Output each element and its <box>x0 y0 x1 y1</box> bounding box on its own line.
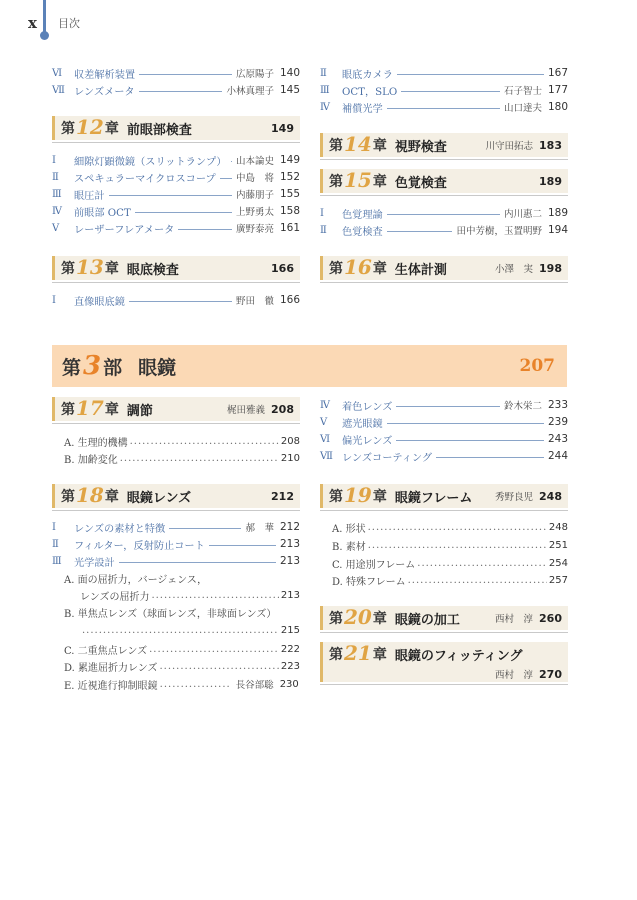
chapter-suffix: 章 <box>372 647 387 663</box>
subentry-label: B. 素材 <box>332 541 366 553</box>
chapter-prefix: 第 <box>61 402 75 418</box>
chapter-suffix: 章 <box>104 261 119 277</box>
subentry-page: 213 <box>280 589 300 601</box>
toc-entry[interactable] <box>52 536 300 552</box>
entry-page: 239 <box>547 416 568 428</box>
toc-entry[interactable] <box>52 553 300 569</box>
entry-page: 166 <box>279 294 300 306</box>
entry-page: 152 <box>279 171 300 183</box>
leader-dots <box>160 679 230 690</box>
chapter-number: 20 <box>344 605 372 629</box>
chapter-21-header[interactable] <box>320 642 568 682</box>
toc-subentry[interactable] <box>64 433 300 449</box>
part-suffix: 部 <box>103 356 123 379</box>
chapter-rule <box>320 684 568 685</box>
subentry-page: 257 <box>548 574 568 586</box>
subentry-label: A. 生理的機構 <box>64 437 128 449</box>
entry-number: Ⅱ <box>52 538 59 550</box>
chapter-suffix: 章 <box>372 611 387 627</box>
chapter-number: 21 <box>344 641 372 665</box>
toc-subentry-line[interactable] <box>64 604 300 620</box>
subentry-page: 222 <box>280 643 300 655</box>
page-number: x <box>28 14 37 32</box>
subentry-label: D. 累進屈折力レンズ <box>64 662 158 674</box>
toc-subentry[interactable] <box>64 658 300 674</box>
part-page: 207 <box>519 356 555 376</box>
entry-author: 野田 徹 <box>235 296 274 307</box>
toc-subentry-line[interactable] <box>64 570 300 586</box>
subentry-page: 223 <box>280 660 300 672</box>
subentry-label: B. 加齢変化 <box>64 454 118 466</box>
toc-entry[interactable] <box>320 99 568 115</box>
entry-title: 細隙灯顕微鏡（スリットランプ） <box>74 156 227 168</box>
toc-entry[interactable] <box>320 82 568 98</box>
toc-subentry[interactable] <box>332 519 568 535</box>
leader-line <box>209 545 276 546</box>
toc-subentry[interactable] <box>64 641 300 657</box>
chapter-16-header[interactable] <box>320 256 568 280</box>
leader-line <box>135 212 232 213</box>
entry-title: レーザーフレアメータ <box>74 224 175 236</box>
entry-author: 郝 華 <box>245 523 274 534</box>
part-number: 3 <box>83 351 102 381</box>
chapter-rule <box>52 510 300 511</box>
toc-entry[interactable] <box>52 519 300 535</box>
toc-entry[interactable] <box>52 292 300 308</box>
entry-title: 眼圧計 <box>74 190 105 202</box>
toc-entry[interactable] <box>320 431 568 447</box>
chapter-suffix: 章 <box>372 174 387 190</box>
chapter-title: 眼鏡の加工 <box>394 612 460 628</box>
entry-title: 眼底カメラ <box>342 69 393 81</box>
toc-entry[interactable] <box>52 203 300 219</box>
chapter-17-header[interactable] <box>52 397 300 421</box>
entry-page: 177 <box>547 84 568 96</box>
leader-line <box>178 229 232 230</box>
entry-number: Ⅰ <box>52 294 56 306</box>
leader-line <box>387 214 500 215</box>
subentry-label: レンズの屈折力 <box>80 591 150 603</box>
leader-line <box>436 457 544 458</box>
entry-number: Ⅴ <box>52 222 60 234</box>
chapter-number: 19 <box>344 483 372 507</box>
chapter-prefix: 第 <box>61 121 75 137</box>
entry-number: Ⅶ <box>320 450 333 462</box>
toc-entry[interactable] <box>320 397 568 413</box>
leader-line <box>109 195 232 196</box>
chapter-rule <box>320 195 568 196</box>
entry-title: スペキュラーマイクロスコープ <box>74 173 216 185</box>
toc-entry[interactable] <box>320 65 568 81</box>
leader-dots <box>151 590 278 601</box>
chapter-prefix: 第 <box>61 489 75 505</box>
entry-page: 213 <box>279 538 300 550</box>
leader-dots <box>417 558 547 569</box>
toc-entry[interactable] <box>320 448 568 464</box>
toc-entry[interactable] <box>52 65 300 81</box>
entry-page: 167 <box>547 67 568 79</box>
chapter-number: 15 <box>344 168 372 192</box>
subentry-page: 251 <box>548 539 568 551</box>
leader-dots <box>408 575 547 586</box>
toc-entry[interactable] <box>52 169 300 185</box>
toc-subentry[interactable] <box>332 555 568 571</box>
subentry-page: 215 <box>280 624 300 636</box>
toc-subentry[interactable] <box>64 450 300 466</box>
subentry-label: C. 二重焦点レンズ <box>64 645 148 657</box>
toc-entry[interactable] <box>52 220 300 236</box>
leader-dots <box>159 661 278 672</box>
entry-number: Ⅰ <box>52 521 56 533</box>
entry-author: 山口達夫 <box>503 103 542 114</box>
entry-title: 色覚検査 <box>342 226 383 238</box>
chapter-number: 17 <box>76 396 104 420</box>
subentry-page: 248 <box>548 521 568 533</box>
part-3-header[interactable] <box>52 345 567 387</box>
chapter-number: 12 <box>76 115 104 139</box>
entry-title: フィルター，反射防止コート <box>74 540 205 552</box>
chapter-prefix: 第 <box>329 174 343 190</box>
entry-title: 着色レンズ <box>342 401 393 413</box>
leader-dots <box>149 644 279 655</box>
entry-number: Ⅲ <box>52 555 62 567</box>
chapter-page: 149 <box>271 121 294 135</box>
chapter-rule <box>320 159 568 160</box>
toc-entry[interactable] <box>320 414 568 430</box>
leader-line <box>139 91 223 92</box>
entry-author: 上野勇太 <box>235 207 274 218</box>
entry-author: 内藤朋子 <box>235 190 274 201</box>
leader-line <box>396 440 544 441</box>
entry-page: 244 <box>547 450 568 462</box>
entry-number: Ⅵ <box>52 67 63 79</box>
entry-title: 光学設計 <box>74 557 115 569</box>
header-dot <box>40 31 49 40</box>
chapter-rule <box>52 423 300 424</box>
entry-page: 180 <box>547 101 568 113</box>
subentry-author: 長谷部聡 <box>235 680 274 691</box>
leader-line <box>169 528 241 529</box>
entry-title: 補償光学 <box>342 103 383 115</box>
entry-title: 色覚理論 <box>342 209 383 221</box>
chapter-rule <box>320 282 568 283</box>
entry-page: 212 <box>279 521 300 533</box>
leader-line <box>401 91 500 92</box>
subentry-label: B. 単焦点レンズ（球面レンズ，非球面レンズ） <box>64 608 277 620</box>
chapter-rule <box>52 142 300 143</box>
chapter-title: 調節 <box>126 403 153 419</box>
entry-number: Ⅶ <box>52 84 65 96</box>
leader-line <box>396 406 500 407</box>
entry-author: 廣野泰亮 <box>235 224 274 235</box>
entry-number: Ⅱ <box>320 67 327 79</box>
chapter-author: 梶田雅義 <box>227 405 266 416</box>
chapter-title: 眼底検査 <box>126 262 179 278</box>
entry-page: 149 <box>279 154 300 166</box>
chapter-author: 秀野良児 <box>495 492 534 503</box>
header-title: 目次 <box>58 17 80 30</box>
entry-title: 直像眼底鏡 <box>74 296 125 308</box>
toc-subentry[interactable] <box>332 572 568 588</box>
chapter-14-header[interactable] <box>320 133 568 157</box>
entry-page: 243 <box>547 433 568 445</box>
entry-author: 小林真理子 <box>226 86 274 97</box>
subentry-label: E. 近視進行抑制眼鏡 <box>64 680 158 692</box>
entry-page: 233 <box>547 399 568 411</box>
entry-author: 田中芳樹，玉置明野 <box>456 226 542 237</box>
chapter-suffix: 章 <box>372 138 387 154</box>
leader-line <box>387 108 500 109</box>
leader-line <box>387 231 453 232</box>
chapter-author: 西村 淳 <box>495 670 534 681</box>
chapter-number: 13 <box>76 255 104 279</box>
entry-title: レンズコーティング <box>342 452 433 464</box>
leader-line <box>129 301 232 302</box>
chapter-number: 14 <box>344 132 372 156</box>
entry-page: 161 <box>279 222 300 234</box>
chapter-page: 212 <box>271 489 294 503</box>
entry-title: レンズメータ <box>74 86 135 98</box>
toc-entry[interactable] <box>52 186 300 202</box>
leader-line <box>139 74 232 75</box>
toc-subentry[interactable] <box>80 622 300 638</box>
leader-dots <box>368 540 547 551</box>
chapter-prefix: 第 <box>329 489 343 505</box>
entry-number: Ⅲ <box>52 188 62 200</box>
toc-subentry[interactable] <box>64 676 300 692</box>
entry-page: 194 <box>547 224 568 236</box>
chapter-page: 183 <box>539 138 562 152</box>
entry-author: 山本論史 <box>235 156 274 167</box>
chapter-page: 248 <box>539 489 562 503</box>
chapter-title: 眼鏡レンズ <box>126 490 192 506</box>
part-prefix: 第 <box>62 356 82 379</box>
subentry-label: A. 面の屈折力，バージェンス， <box>64 574 208 586</box>
toc-subentry[interactable] <box>80 587 300 603</box>
leader-line <box>397 74 544 75</box>
subentry-page: 208 <box>280 435 300 447</box>
chapter-page: 208 <box>271 402 294 416</box>
entry-number: Ⅰ <box>320 207 324 219</box>
leader-dots <box>130 436 279 447</box>
chapter-page: 270 <box>539 667 562 681</box>
entry-page: 145 <box>279 84 300 96</box>
leader-line <box>387 423 544 424</box>
leader-line <box>231 161 232 162</box>
subentry-label: D. 特殊フレーム <box>332 576 406 588</box>
header-rule <box>43 0 46 34</box>
chapter-19-header[interactable] <box>320 484 568 508</box>
chapter-prefix: 第 <box>329 647 343 663</box>
chapter-rule <box>52 282 300 283</box>
entry-number: Ⅴ <box>320 416 328 428</box>
entry-title: レンズの素材と特徴 <box>74 523 166 535</box>
chapter-20-header[interactable] <box>320 606 568 630</box>
chapter-author: 川守田拓志 <box>485 141 534 152</box>
entry-title: 前眼部 OCT <box>74 207 131 219</box>
chapter-prefix: 第 <box>61 261 75 277</box>
chapter-prefix: 第 <box>329 261 343 277</box>
chapter-title: 眼鏡フレーム <box>394 490 473 506</box>
toc-subentry[interactable] <box>332 537 568 553</box>
entry-page: 158 <box>279 205 300 217</box>
entry-number: Ⅳ <box>52 205 62 217</box>
chapter-18-header[interactable] <box>52 484 300 508</box>
entry-number: Ⅲ <box>320 84 330 96</box>
entry-number: Ⅰ <box>52 154 56 166</box>
chapter-suffix: 章 <box>372 489 387 505</box>
leader-dots <box>120 453 279 464</box>
entry-page: 189 <box>547 207 568 219</box>
chapter-prefix: 第 <box>329 138 343 154</box>
chapter-12-header[interactable] <box>52 116 300 140</box>
entry-number: Ⅳ <box>320 101 330 113</box>
subentry-page: 254 <box>548 557 568 569</box>
chapter-suffix: 章 <box>372 261 387 277</box>
toc-entry[interactable] <box>52 152 300 168</box>
chapter-13-header[interactable] <box>52 256 300 280</box>
leader-line <box>220 178 232 179</box>
entry-title: OCT，SLO <box>342 86 398 98</box>
entry-author: 中島 将 <box>235 173 274 184</box>
subentry-page: 230 <box>279 678 299 690</box>
chapter-21-title-row <box>323 642 568 666</box>
entry-page: 213 <box>279 555 300 567</box>
subentry-page: 210 <box>280 452 300 464</box>
entry-page: 155 <box>279 188 300 200</box>
entry-author: 鈴木栄二 <box>503 401 542 412</box>
chapter-rule <box>320 632 568 633</box>
leader-line <box>119 562 276 563</box>
toc-entry[interactable] <box>320 222 568 238</box>
chapter-page: 198 <box>539 261 562 275</box>
chapter-title: 視野検査 <box>394 139 447 155</box>
chapter-author: 小澤 実 <box>495 264 534 275</box>
chapter-21-author-row <box>323 666 568 682</box>
entry-title: 遮光眼鏡 <box>342 418 383 430</box>
entry-number: Ⅳ <box>320 399 330 411</box>
part-title: 眼鏡 <box>138 356 177 379</box>
chapter-rule <box>320 510 568 511</box>
chapter-page: 166 <box>271 261 294 275</box>
entry-page: 140 <box>279 67 300 79</box>
chapter-prefix: 第 <box>329 611 343 627</box>
chapter-page: 189 <box>539 174 562 188</box>
entry-number: Ⅱ <box>320 224 327 236</box>
chapter-title: 生体計測 <box>394 262 447 278</box>
chapter-title: 前眼部検査 <box>126 122 192 138</box>
entry-number: Ⅵ <box>320 433 331 445</box>
chapter-15-header[interactable] <box>320 169 568 193</box>
entry-title: 収差解析装置 <box>74 69 136 81</box>
entry-author: 石子智士 <box>503 86 542 97</box>
toc-entry[interactable] <box>320 205 568 221</box>
chapter-number: 18 <box>76 483 104 507</box>
entry-author: 内川惠二 <box>503 209 542 220</box>
chapter-title: 眼鏡のフィッティング <box>394 648 523 664</box>
chapter-suffix: 章 <box>104 489 119 505</box>
entry-author: 広原陽子 <box>235 69 274 80</box>
chapter-page: 260 <box>539 611 562 625</box>
toc-entry[interactable] <box>52 82 300 98</box>
subentry-label: C. 用途別フレーム <box>332 559 416 571</box>
chapter-suffix: 章 <box>104 121 119 137</box>
chapter-number: 16 <box>344 255 372 279</box>
chapter-title: 色覚検査 <box>394 175 447 191</box>
subentry-label: A. 形状 <box>332 523 366 535</box>
leader-dots <box>368 522 547 533</box>
entry-title: 偏光レンズ <box>342 435 393 447</box>
leader-dots <box>82 625 279 636</box>
chapter-author: 西村 淳 <box>495 614 534 625</box>
chapter-suffix: 章 <box>104 402 119 418</box>
entry-number: Ⅱ <box>52 171 59 183</box>
